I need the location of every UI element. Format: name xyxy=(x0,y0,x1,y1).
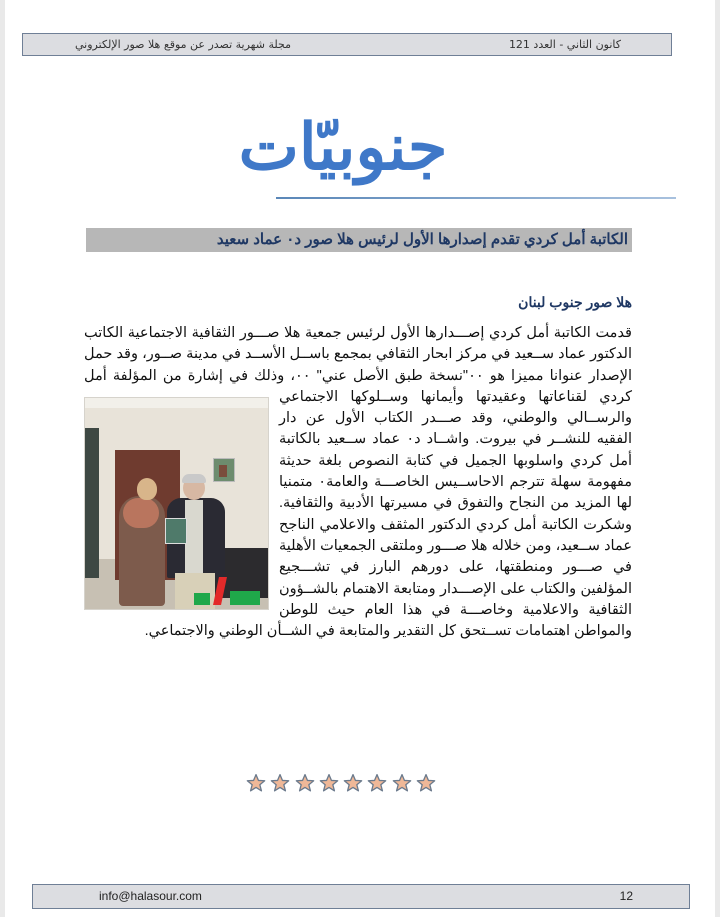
article-photo xyxy=(84,397,269,610)
star-icon xyxy=(295,773,315,793)
photo-scarf xyxy=(123,498,159,528)
page-edge xyxy=(0,0,5,917)
photo-shirt xyxy=(185,500,203,575)
hala-sour-watermark-logo xyxy=(192,575,262,605)
footer-band xyxy=(32,884,690,909)
magazine-description: مجلة شهرية تصدر عن موقع هلا صور الإلكتروني xyxy=(74,38,291,51)
article-body-container xyxy=(84,323,632,642)
headline-band xyxy=(86,228,632,252)
star-icon xyxy=(270,773,290,793)
issue-label: كانون الثاني - العدد 121 xyxy=(508,38,621,51)
article-byline: هلا صور جنوب لبنان xyxy=(518,294,632,310)
star-icon xyxy=(343,773,363,793)
masthead-divider xyxy=(276,197,676,199)
photo-ceiling xyxy=(85,398,268,408)
header-band xyxy=(22,33,672,56)
article-headline: الكاتبة أمل كردي تقدم إصدارها الأول لرئيس هلا صور د٠ عماد سعيد xyxy=(216,231,628,248)
star-divider xyxy=(246,772,436,794)
footer-email: info@halasour.com xyxy=(99,889,202,903)
page-edge xyxy=(715,0,720,917)
photo-poster xyxy=(213,458,235,482)
photo-head-woman xyxy=(137,478,157,500)
masthead-logo: جنوبيّات xyxy=(238,110,448,185)
star-icon xyxy=(416,773,436,793)
photo-hair xyxy=(182,474,206,483)
photo-window xyxy=(85,428,99,578)
article-body: قدمت الكاتبة أمل كردي إصـــدارها الأول لرئيس جمعية هلا صـــور الثقافية الاجتماعية الكاتب الدكتور عماد ســعيد في مركز ابحار الثقافي بمجمع باســل الأســد في مدينة صــور، وقد حمل الإصدار عنوانا مميزا هو ٠٠"نسخة طبق الأصل عني" ٠٠، وذلك في إشارة من المؤلفة أمل كردي لقناعاتها وعقيدتها وأيمانها وســلوكها الاجتماعي والرســالي والوطني، وقد صـــدر الكتاب الأول عن دار الفقيه للنشــر في بيروت. واشــاد د٠ عماد ســعيد بالكاتبة أمل كردي واسلوبها الجميل في كتابة النصوص بلغة حديثة مفهومة سهلة تترجم الاحاســيس الخاصـــة والعامة٠ متمنيا لها المزيد من النجاح والتفوق في مسيرتها الأدبية والثقافية. وشكرت الكاتبة أمل كردي الدكتور المثقف والاعلامي الناجح عماد ســعيد، ومن خلاله هلا صـــور وملتقى الجمعيات الأهلية في صـــور ومنطقتها، على دورهم البارز في تشـــجيع المؤلفين والكتاب على الإصـــدار ومتابعة الاهتمام بالشــؤون الثقافية والاعلامية وخاصـــة في هذا العام حيث للوطن والمواطن اهتمامات تســتحق كل التقدير والمتابعة في الشــأن الوطني والاجتماعي. xyxy=(84,325,632,640)
star-icon xyxy=(319,773,339,793)
page-number: 12 xyxy=(619,889,633,903)
photo-book xyxy=(165,518,187,544)
star-icon xyxy=(367,773,387,793)
star-icon xyxy=(246,773,266,793)
star-icon xyxy=(392,773,412,793)
